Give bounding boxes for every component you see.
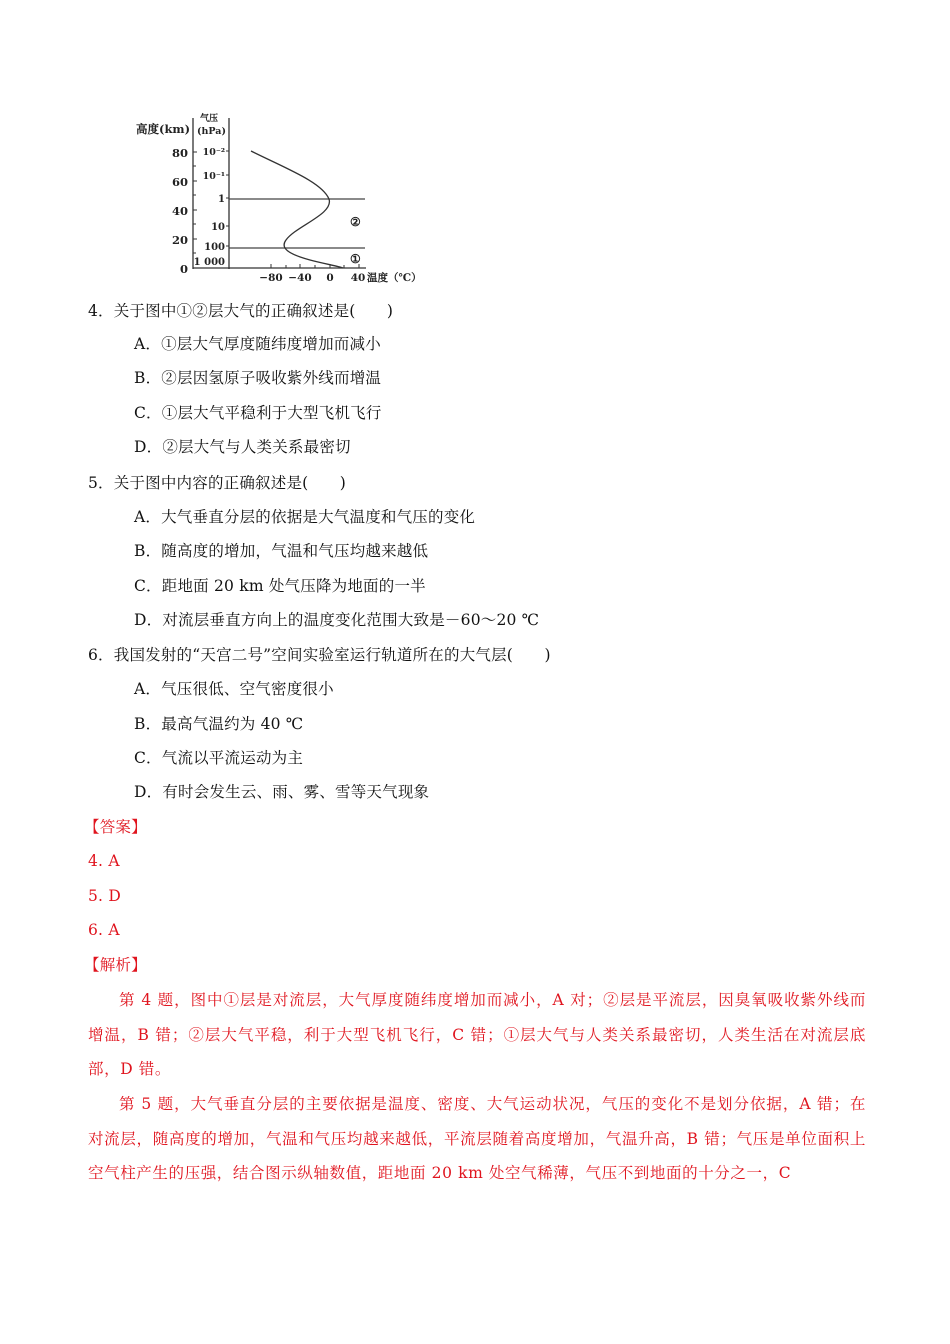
question-5-stem: 5．关于图中内容的正确叙述是( ) bbox=[88, 474, 347, 492]
temp-tick: 40 bbox=[350, 272, 366, 284]
question-4-option-b: B．②层因氢原子吸收紫外线而增温 bbox=[134, 369, 382, 387]
height-tick: 80 bbox=[171, 146, 188, 160]
question-4-option-c: C．①层大气平稳利于大型飞机飞行 bbox=[134, 404, 382, 422]
height-tick: 0 bbox=[179, 262, 188, 276]
question-6-option-d: D．有时会发生云、雨、雾、雪等天气现象 bbox=[134, 783, 430, 801]
question-5-option-c: C．距地面 20 km 处气压降为地面的一半 bbox=[134, 577, 426, 595]
pressure-tick: 10⁻¹ bbox=[202, 171, 225, 182]
analysis-heading: 【解析】 bbox=[84, 956, 147, 974]
pressure-tick: 10 bbox=[211, 222, 225, 233]
answer-item: 4. A bbox=[88, 852, 120, 870]
atmosphere-profile-chart bbox=[0, 0, 950, 290]
question-4-option-d: D．②层大气与人类关系最密切 bbox=[134, 438, 351, 456]
height-axis-label: 高度(km) bbox=[136, 122, 191, 136]
temp-tick: −80 bbox=[259, 272, 283, 284]
analysis-paragraph-q5: 第 5 题，大气垂直分层的主要依据是温度、密度、大气运动状况，气压的变化不是划分依据，A 错；在对流层，随高度的增加，气温和气压均越来越低，平流层随着高度增加，气温升高，B 错；气压是单位面积上空气柱产生的压强，结合图示纵轴数值，距地面 20 km 处空气稀薄，气压不到地面的十分之一，C bbox=[88, 1095, 866, 1183]
pressure-axis-label-1: 气压 bbox=[200, 114, 219, 124]
answer-item: 6. A bbox=[88, 921, 120, 939]
question-6-option-a: A．气压很低、空气密度很小 bbox=[134, 680, 334, 698]
pressure-tick: 1 bbox=[218, 194, 225, 205]
temp-tick: 0 bbox=[326, 272, 334, 284]
question-6-option-b: B．最高气温约为 40 ℃ bbox=[134, 715, 304, 733]
question-5-option-d: D．对流层垂直方向上的温度变化范围大致是－60～20 ℃ bbox=[134, 611, 540, 629]
analysis-paragraph-q4: 第 4 题，图中①层是对流层，大气厚度随纬度增加而减小，A 对；②层是平流层，因臭氧吸收紫外线而增温，B 错；②层大气平稳，利于大型飞机飞行，C 错；①层大气与人类关系最密切，人类生活在对流层底部，D 错。 bbox=[88, 991, 866, 1079]
temp-tick: −40 bbox=[288, 272, 312, 284]
pressure-axis-label-2: (hPa) bbox=[197, 126, 226, 137]
question-4-stem: 4．关于图中①②层大气的正确叙述是( ) bbox=[88, 302, 394, 320]
atmosphere-profile-figure bbox=[0, 0, 950, 290]
layer-label-stratosphere: ② bbox=[350, 215, 361, 229]
question-6-option-c: C．气流以平流运动为主 bbox=[134, 749, 304, 767]
question-5-option-b: B．随高度的增加，气温和气压均越来越低 bbox=[134, 542, 429, 560]
pressure-tick: 1 000 bbox=[193, 257, 225, 268]
pressure-tick: 100 bbox=[204, 242, 225, 253]
question-6-stem: 6．我国发射的“天宫二号”空间实验室运行轨道所在的大气层( ) bbox=[88, 646, 551, 664]
height-tick: 20 bbox=[171, 233, 188, 247]
answer-heading: 【答案】 bbox=[84, 818, 147, 836]
answer-item: 5. D bbox=[88, 887, 121, 905]
question-4-option-a: A．①层大气厚度随纬度增加而减小 bbox=[134, 335, 381, 353]
pressure-tick: 10⁻² bbox=[202, 147, 225, 158]
height-tick: 40 bbox=[171, 204, 188, 218]
temperature-curve bbox=[251, 151, 343, 268]
temp-axis-label: 温度（℃） bbox=[367, 272, 422, 284]
layer-label-troposphere: ① bbox=[350, 252, 361, 266]
question-5-option-a: A．大气垂直分层的依据是大气温度和气压的变化 bbox=[134, 508, 476, 526]
height-tick: 60 bbox=[171, 175, 188, 189]
